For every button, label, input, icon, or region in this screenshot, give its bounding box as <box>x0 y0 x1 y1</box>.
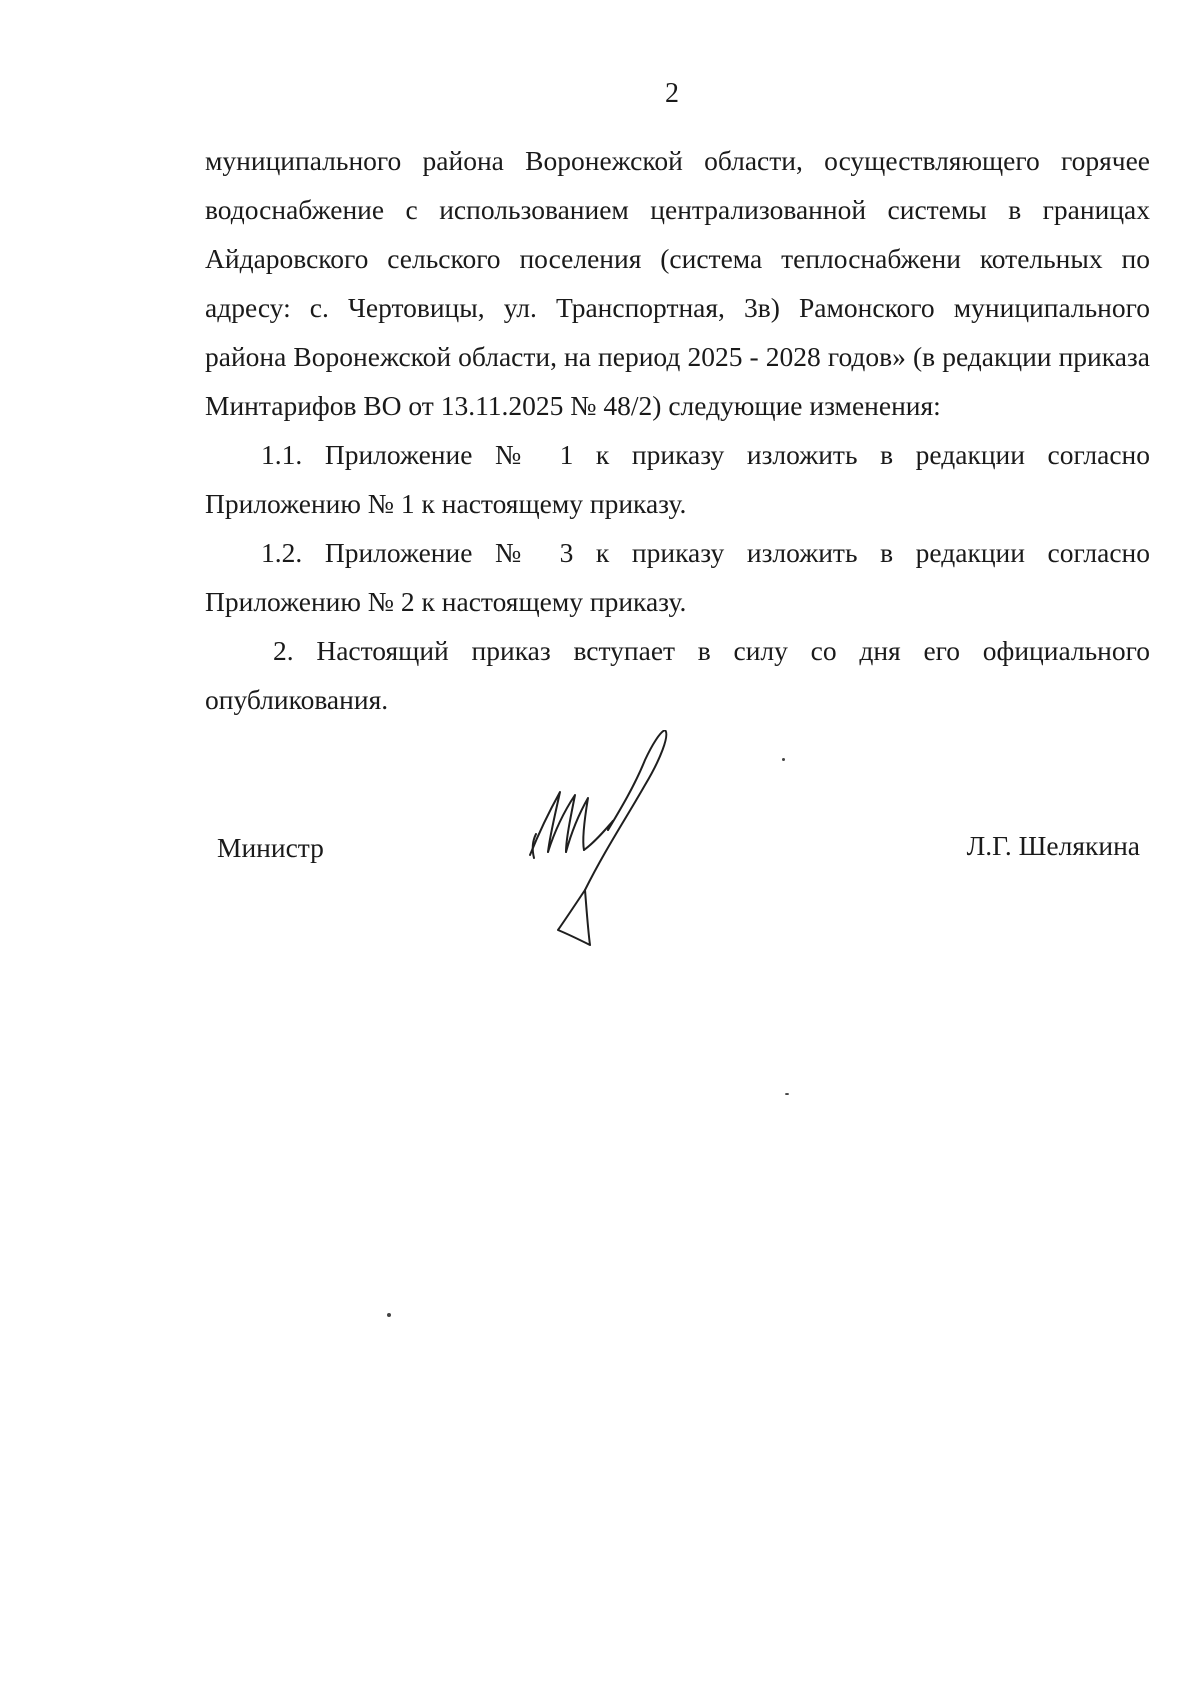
document-body <box>205 136 1150 724</box>
signer-position: Министр <box>217 832 324 863</box>
scan-speck <box>782 758 785 761</box>
signer-name: Л.Г. Шелякина <box>966 830 1140 861</box>
handwritten-signature <box>520 730 720 960</box>
paragraph-item-1-2: 1.2. Приложение № 3 к приказу изложить в редакции согласно Приложению № 2 к настоящему приказу. <box>205 537 1150 617</box>
scan-speck <box>387 1313 391 1317</box>
paragraph-item-1-1: 1.1. Приложение № 1 к приказу изложить в редакции согласно Приложению № 1 к настоящему приказу. <box>205 439 1150 519</box>
paragraph-continuation: муниципального района Воронежской области, осуществляющего горячее водоснабжение с использованием централизованной системы в границах Айдаровского сельского поселения (система теплоснабжени котельных по адресу: с. Чертовицы, ул. Транспортная, 3в) Рамонского муниципального района Воронежской области, на период 2025 - 2028 годов» (в редакции приказа Минтарифов ВО от 13.11.2025 № 48/2) следующие изменения: <box>205 145 1150 421</box>
page-number: 2 <box>665 78 679 109</box>
scan-speck <box>785 1093 789 1095</box>
signature-block <box>0 730 1200 960</box>
paragraph-item-2: 2. Настоящий приказ вступает в силу со дня его официального опубликования. <box>205 635 1150 715</box>
